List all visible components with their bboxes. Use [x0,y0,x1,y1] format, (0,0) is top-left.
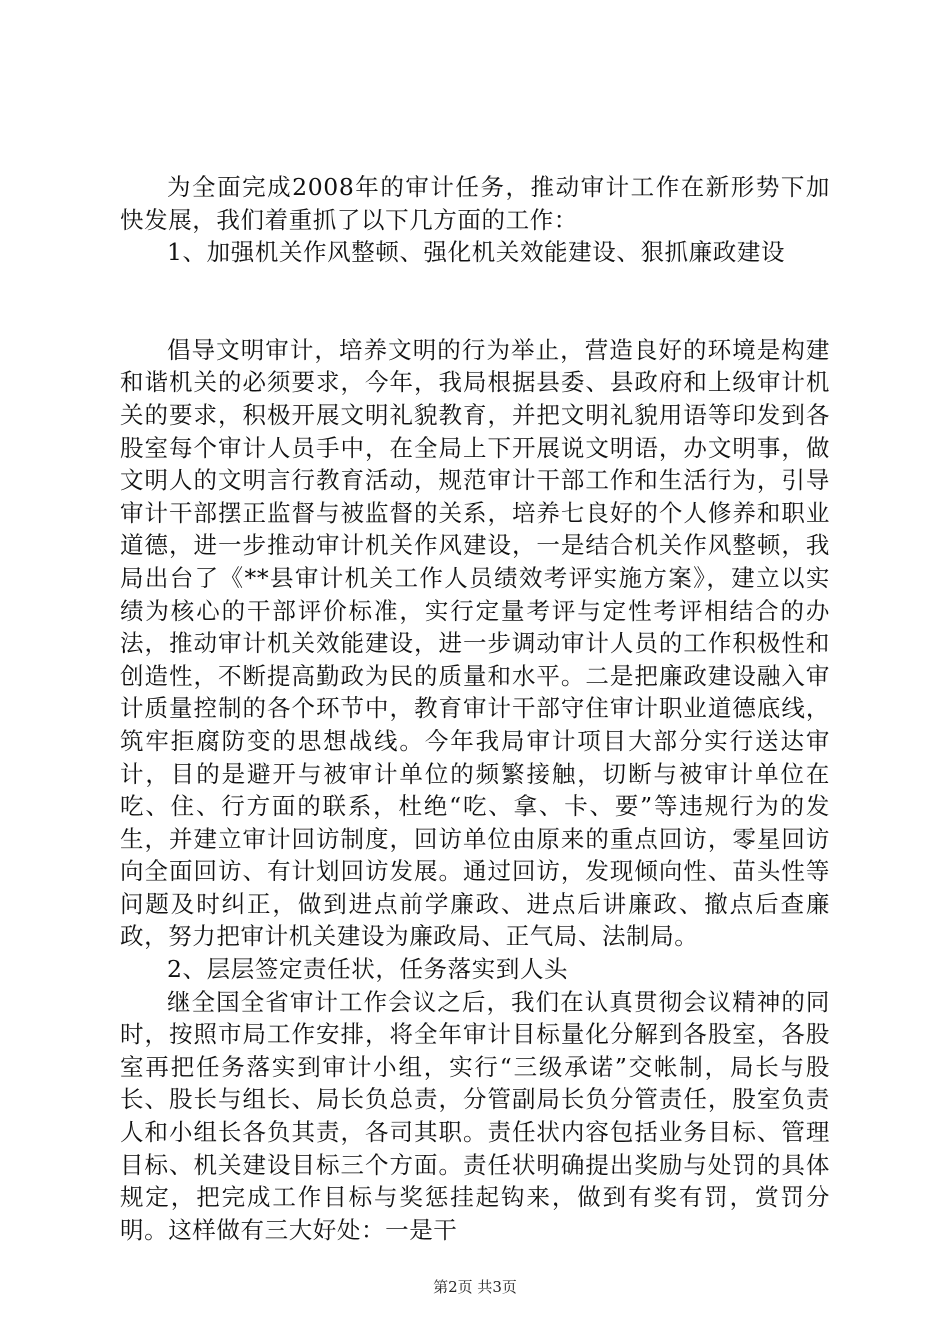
blank-line [120,269,830,334]
section-heading-2: 2、层层签定责任状，任务落实到人头 [167,955,569,984]
page-number-footer: 第2页 共3页 [433,1278,517,1296]
section-1-paragraph: 倡导文明审计，培养文明的行为举止，营造良好的环境是构建和谐机关的必须要求，今年，我局根据县委、县政府和上级审计机关的要求，积极开展文明礼貌教育，并把文明礼貌用语等印发到各股室每个审计人员手中，在全局上下开展说文明语，办文明事，做文明人的文明言行教育活动，规范审计干部工作和生活行为，引导审计干部摆正监督与被监督的关系，培养七良好的个人修养和职业道德，进一步推动审计机关作风建设，一是结合机关作风整顿，我局出台了《**县审计机关工作人员绩效考评实施方案》，建立以实绩为核心的干部评价标准，实行定量考评与定性考评相结合的办法，推动审计机关效能建设，进一步调动审计人员的工作积极性和创造性，不断提高勤政为民的质量和水平。二是把廉政建设融入审计质量控制的各个环节中，教育审计干部守住审计职业道德底线，筑牢拒腐防变的思想战线。今年我局审计项目大部分实行送达审计，目的是避开与被审计单位的频繁接触，切断与被审计单位在吃、住、行方面的联系，杜绝“吃、拿、卡、要”等违规行为的发生，并建立审计回访制度，回访单位由原来的重点回访，零星回访向全面回访、有计划回访发展。通过回访，发现倾向性、苗头性等问题及时纠正，做到进点前学廉政、进点后讲廉政、撤点后查廉政，努力把审计机关建设为廉政局、正气局、法制局。 [120,335,830,951]
document-body [120,171,830,1246]
intro-paragraph: 为全面完成2008年的审计任务，推动审计工作在新形势下加快发展，我们着重抓了以下几方面的工作： [120,173,830,234]
section-2-paragraph: 继全国全省审计工作会议之后，我们在认真贯彻会议精神的同时，按照市局工作安排，将全年审计目标量化分解到各股室，各股室再把任务落实到审计小组，实行“三级承诺”交帐制，局长与股长、股长与组长、局长负总责，分管副局长负分管责任，股室负责人和小组长各负其责，各司其职。责任状内容包括业务目标、管理目标、机关建设目标三个方面。责任状明确提出奖励与处罚的具体规定，把完成工作目标与奖惩挂起钩来，做到有奖有罚，赏罚分明。这样做有三大好处：一是干 [120,987,830,1244]
section-heading-1: 1、加强机关作风整顿、强化机关效能建设、狠抓廉政建设 [167,238,786,267]
